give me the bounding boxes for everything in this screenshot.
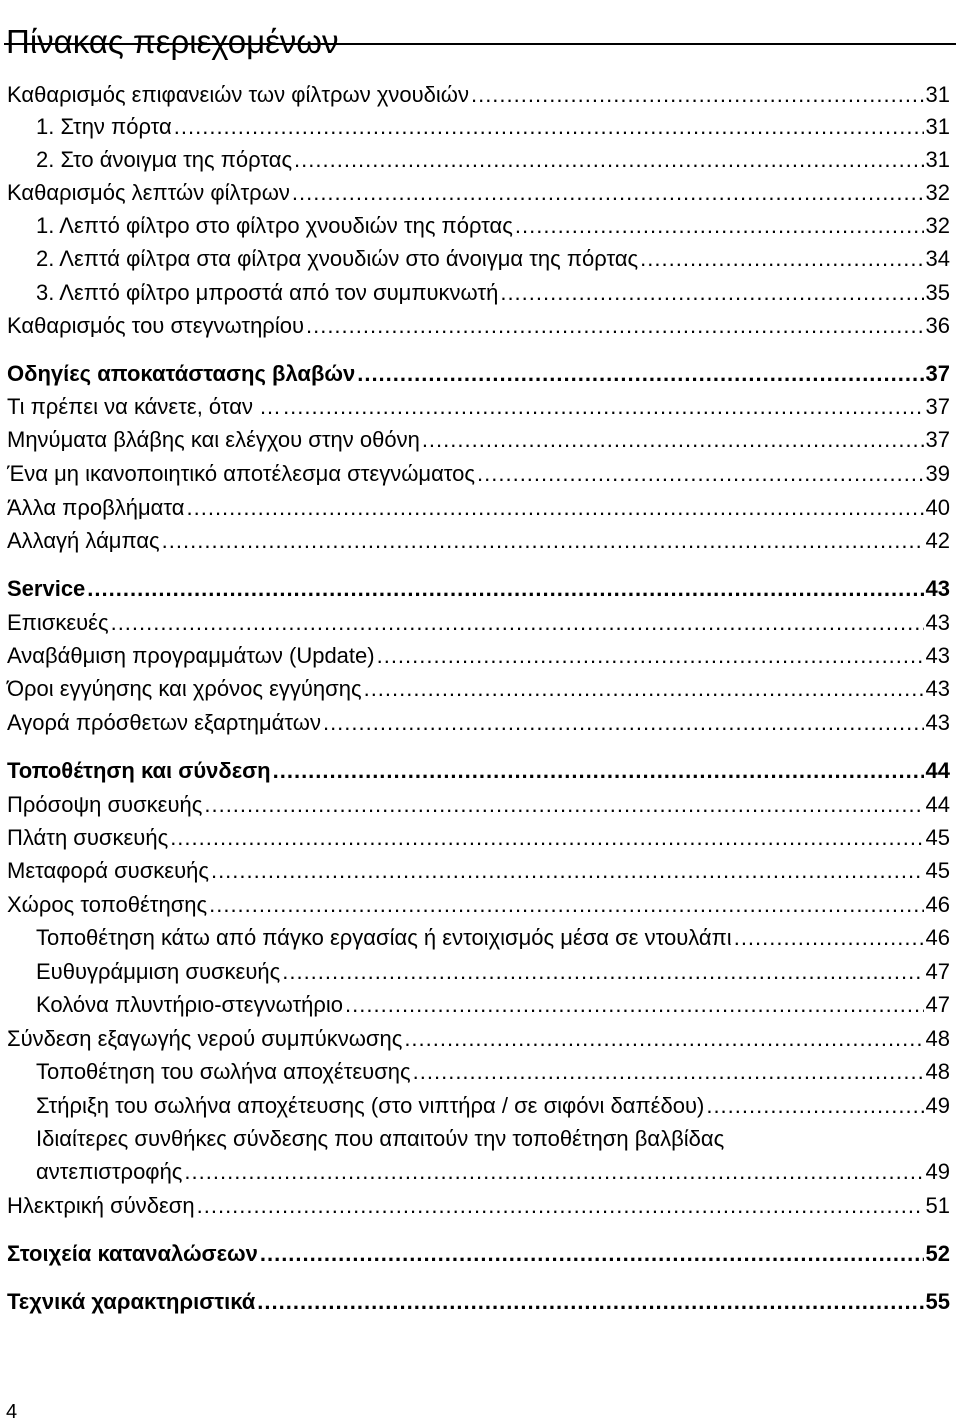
toc-entry[interactable] <box>0 113 960 141</box>
toc-entry[interactable] <box>0 179 960 207</box>
toc-entry-page-number: 44 <box>925 792 950 817</box>
dot-leader <box>257 1288 923 1316</box>
toc-entry-title: 1. Λεπτό φίλτρο στο φίλτρο χνουδιών της πόρτας <box>36 213 513 238</box>
toc-entry-page-number: 32 <box>925 180 950 205</box>
toc-entry-page-number: 46 <box>925 892 950 917</box>
toc-entry-title: Επισκευές <box>7 610 109 635</box>
toc-entry-title: Ηλεκτρική σύνδεση <box>7 1193 195 1218</box>
toc-entry-page-number: 42 <box>925 528 950 553</box>
toc-entry-title: Τοποθέτηση και σύνδεση <box>7 758 271 783</box>
dot-leader <box>306 312 924 340</box>
toc-entry-page-number: 37 <box>925 394 950 419</box>
toc-entry[interactable] <box>0 460 960 488</box>
dot-leader <box>404 1025 923 1053</box>
toc-entry[interactable] <box>0 824 960 852</box>
dot-leader <box>377 642 924 670</box>
toc-entry[interactable] <box>0 527 960 555</box>
dot-leader <box>364 675 924 703</box>
toc-entry-title: Αναβάθμιση προγραμμάτων (Update) <box>7 643 375 668</box>
dot-leader <box>273 757 924 785</box>
page-number: 4 <box>6 1401 18 1423</box>
dot-leader <box>87 575 923 603</box>
dot-leader <box>282 958 923 986</box>
toc-entry-page-number: 34 <box>925 246 950 271</box>
toc-entry[interactable] <box>0 757 960 785</box>
toc-entry[interactable] <box>0 81 960 109</box>
toc-entry-title: Στήριξη του σωλήνα αποχέτευσης (στο νιπτήρα / σε σιφόνι δαπέδου) <box>36 1093 705 1118</box>
dot-leader <box>260 1240 924 1268</box>
toc-entry-title: Τι πρέπει να κάνετε, όταν … <box>7 394 282 419</box>
dot-leader <box>197 1192 924 1220</box>
toc-entry[interactable] <box>0 575 960 603</box>
toc-entry[interactable] <box>0 791 960 819</box>
dot-leader <box>706 1092 923 1120</box>
dot-leader <box>500 279 923 307</box>
toc-entry-page-number: 45 <box>925 858 950 883</box>
dot-leader <box>640 245 923 273</box>
toc-entry-title: Μηνύματα βλάβης και ελέγχου στην οθόνη <box>7 427 420 452</box>
toc-entry-page-number: 48 <box>925 1026 950 1051</box>
toc-entry[interactable] <box>0 1192 960 1220</box>
title-divider <box>4 43 956 45</box>
dot-leader <box>294 146 923 174</box>
toc-entry[interactable] <box>0 393 960 421</box>
toc-entry-page-number: 51 <box>925 1193 950 1218</box>
dot-leader <box>734 924 924 952</box>
dot-leader <box>211 857 924 885</box>
dot-leader <box>184 1158 923 1186</box>
dot-leader <box>204 791 923 819</box>
toc-entry-title: Πλάτη συσκευής <box>7 825 169 850</box>
toc-entry[interactable] <box>0 360 960 388</box>
toc-entry-page-number: 37 <box>925 361 950 386</box>
toc-entry-title: Σύνδεση εξαγωγής νερού συμπύκνωσης <box>7 1026 403 1051</box>
dot-leader <box>422 426 924 454</box>
toc-entry[interactable] <box>0 1158 960 1186</box>
toc-entry[interactable] <box>0 709 960 737</box>
toc-entry[interactable] <box>0 279 960 307</box>
toc-entry-page-number: 31 <box>925 147 950 172</box>
toc-entry-title: Ένα μη ικανοποιητικό αποτέλεσμα στεγνώματος <box>7 461 476 486</box>
toc-entry-title: Χώρος τοποθέτησης <box>7 892 208 917</box>
toc-entry[interactable] <box>0 212 960 240</box>
toc-entry-page-number: 44 <box>925 758 950 783</box>
toc-entry-page-number: 43 <box>925 676 950 701</box>
toc-entry-page-number: 36 <box>925 313 950 338</box>
toc-entry[interactable] <box>0 1058 960 1086</box>
toc-entry[interactable] <box>0 642 960 670</box>
dot-leader <box>187 494 924 522</box>
toc-entry-title: 2. Στο άνοιγμα της πόρτας <box>36 147 293 172</box>
toc-entry[interactable] <box>0 675 960 703</box>
toc-entry-title: 1. Στην πόρτα <box>36 114 172 139</box>
toc-entry-page-number: 55 <box>925 1289 950 1314</box>
toc-entry[interactable] <box>0 494 960 522</box>
toc-entry-title: Κολόνα πλυντήριο-στεγνωτήριο <box>36 992 344 1017</box>
toc-entry[interactable] <box>0 891 960 919</box>
toc-entry-title: Καθαρισμός λεπτών φίλτρων <box>7 180 290 205</box>
toc-entry-page-number: 31 <box>925 82 950 107</box>
toc-entry-page-number: 37 <box>925 427 950 452</box>
toc-entry-page-number: 39 <box>925 461 950 486</box>
toc-entry-page-number: 46 <box>925 925 950 950</box>
toc-entry-page-number: 49 <box>925 1159 950 1184</box>
toc-entry-page-number: 43 <box>925 576 950 601</box>
dot-leader <box>323 709 924 737</box>
dot-leader <box>283 393 923 421</box>
toc-entry-page-number: 43 <box>925 643 950 668</box>
toc-entry-title: Τοποθέτηση του σωλήνα αποχέτευσης <box>36 1059 411 1084</box>
toc-entry-title: Service <box>7 576 86 601</box>
toc-entry-title: Όροι εγγύησης και χρόνος εγγύησης <box>7 676 362 701</box>
toc-entry[interactable] <box>0 857 960 885</box>
toc-entry-page-number: 47 <box>925 959 950 984</box>
dot-leader <box>477 460 924 488</box>
toc-entry-page-number: 31 <box>925 114 950 139</box>
toc-entry-page-number: 48 <box>925 1059 950 1084</box>
toc-entry-title: Καθαρισμός επιφανειών των φίλτρων χνουδιών <box>7 82 469 107</box>
toc-entry-title: Οδηγίες αποκατάστασης βλαβών <box>7 361 356 386</box>
toc-entry-title: Τεχνικά χαρακτηριστικά <box>7 1289 256 1314</box>
toc-entry-page-number: 47 <box>925 992 950 1017</box>
dot-leader <box>413 1058 924 1086</box>
toc-entry-title: Άλλα προβλήματα <box>7 495 185 520</box>
toc-entry[interactable] <box>0 1288 960 1316</box>
toc-entry-page-number: 32 <box>925 213 950 238</box>
toc-entry[interactable] <box>0 146 960 174</box>
dot-leader <box>345 991 923 1019</box>
dot-leader <box>515 212 924 240</box>
toc-entry-page-number: 43 <box>925 610 950 635</box>
toc-entry-page-number: 45 <box>925 825 950 850</box>
toc-entry-title: Καθαρισμός του στεγνωτηρίου <box>7 313 304 338</box>
toc-entry[interactable] <box>0 245 960 273</box>
toc-entry-title: 2. Λεπτά φίλτρα στα φίλτρα χνουδιών στο άνοιγμα της πόρτας <box>36 246 639 271</box>
toc-entry-page-number: 43 <box>925 710 950 735</box>
toc-entry-title: 3. Λεπτό φίλτρο μπροστά από τον συμπυκνωτή <box>36 280 499 305</box>
dot-leader <box>170 824 923 852</box>
toc-entry-title: Πρόσοψη συσκευής <box>7 792 203 817</box>
toc-entry-page-number: 49 <box>925 1093 950 1118</box>
toc-entry[interactable] <box>0 1240 960 1268</box>
toc-entry[interactable] <box>0 991 960 1019</box>
toc-entry-title: Αλλαγή λάμπας <box>7 528 160 553</box>
dot-leader <box>174 113 924 141</box>
toc-entry[interactable] <box>0 958 960 986</box>
toc-entry-page-number: 52 <box>925 1241 950 1266</box>
toc-entry-title: Στοιχεία καταναλώσεων <box>7 1241 258 1266</box>
dot-leader <box>471 81 924 109</box>
toc-entry-title: Ευθυγράμμιση συσκευής <box>36 959 281 984</box>
dot-leader <box>292 179 924 207</box>
dot-leader <box>162 527 924 555</box>
dot-leader <box>111 609 924 637</box>
toc-entry-page-number: 40 <box>925 495 950 520</box>
dot-leader <box>209 891 923 919</box>
toc-entry[interactable] <box>0 1092 960 1120</box>
page-title: Πίνακας περιεχομένων <box>6 23 339 61</box>
toc-entry-page-number: 35 <box>925 280 950 305</box>
toc-entry[interactable] <box>0 1025 960 1053</box>
toc-entry[interactable] <box>0 426 960 454</box>
toc-entry-title: Τοποθέτηση κάτω από πάγκο εργασίας ή εντοιχισμός μέσα σε ντουλάπι <box>36 925 732 950</box>
toc-entry-title: Μεταφορά συσκευής <box>7 858 209 883</box>
toc-entry[interactable] <box>0 609 960 637</box>
toc-entry[interactable] <box>0 924 960 952</box>
toc-entry-first-line: Ιδιαίτερες συνθήκες σύνδεσης που απαιτούν την τοποθέτηση βαλβίδας <box>36 1126 725 1151</box>
toc-entry-title: Αγορά πρόσθετων εξαρτημάτων <box>7 710 321 735</box>
toc-entry-title: αντεπιστροφής <box>36 1159 183 1184</box>
dot-leader <box>357 360 923 388</box>
toc-entry[interactable] <box>0 312 960 340</box>
